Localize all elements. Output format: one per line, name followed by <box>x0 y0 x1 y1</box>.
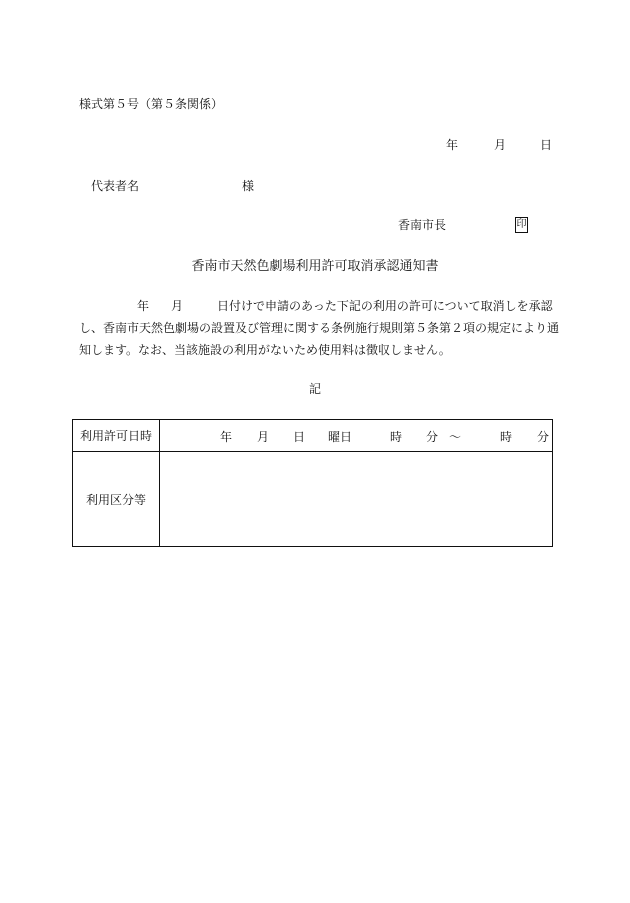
body-year: 年 <box>137 299 150 313</box>
permit-year: 年 <box>220 430 233 444</box>
permit-hour-end: 時 <box>500 430 513 444</box>
permit-minute-end: 分 <box>537 430 550 444</box>
permit-minute-start: 分 <box>426 430 439 444</box>
usage-category-cell <box>160 452 553 547</box>
permit-hour-start: 時 <box>390 430 403 444</box>
row1-label: 利用許可日時 <box>73 420 160 452</box>
seal-mark: 印 <box>515 217 528 233</box>
permit-month: 月 <box>257 430 270 444</box>
body-line-3: 知します。なお、当該施設の利用がないため使用料は徴収しません。 <box>79 343 451 357</box>
recipient-label: 代表者名 <box>91 179 140 193</box>
date-day-label: 日 <box>540 138 553 152</box>
table-row <box>73 420 553 452</box>
recipient-honorific: 様 <box>242 179 255 193</box>
date-month-label: 月 <box>494 138 507 152</box>
permit-day: 日 <box>293 430 306 444</box>
body-line-1 <box>79 300 553 312</box>
body-line-1-text: 日付けで申請のあった下記の利用の許可について取消しを承認 <box>217 299 553 313</box>
row2-label: 利用区分等 <box>73 452 160 547</box>
document-title: 香南市天然色劇場利用許可取消承認通知書 <box>191 259 439 274</box>
detail-table <box>72 419 553 547</box>
table-row <box>73 452 553 547</box>
body-line-2: し、香南市天然色劇場の設置及び管理に関する条例施行規則第５条第２項の規定により通 <box>79 321 560 335</box>
form-number: 様式第５号（第５条関係） <box>79 97 224 111</box>
permit-weekday: 曜日 <box>328 430 353 444</box>
permit-datetime-cell <box>160 420 553 452</box>
permit-tilde: ～ <box>449 430 462 444</box>
date-year-label: 年 <box>446 138 459 152</box>
issuer-title: 香南市長 <box>398 218 447 232</box>
body-month: 月 <box>171 299 184 313</box>
ki-heading: 記 <box>308 382 321 396</box>
